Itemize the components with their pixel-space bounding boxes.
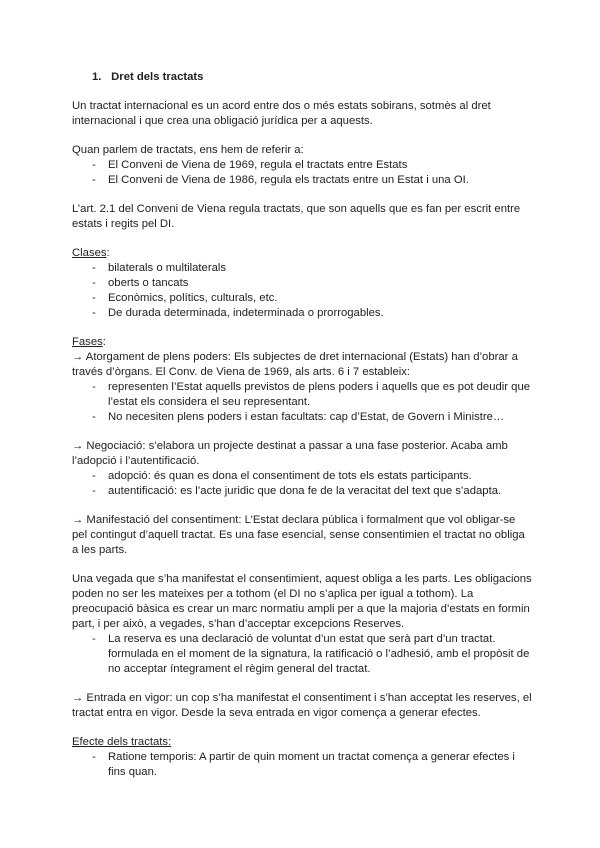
atorgament-list [72,380,532,425]
list-item: - representen l’Estat aquells previstos de plens poders i aquells que es pot deudir que l’estat els considera el seu representant. [72,380,532,410]
fases-title: Fases [72,336,103,348]
reserves-list [72,632,532,677]
list-item: - El Conveni de Viena de 1986, regula els tractats entre un Estat i una OI. [72,173,532,188]
list-item: - adopció: és quan es dona el consentiment de tots els estats participants. [72,469,532,484]
list-item: - De durada determinada, indeterminada o prorrogables. [72,306,532,321]
article-paragraph: L’art. 2.1 del Conveni de Viena regula tractats, que son aquells que es fan per escrit entre estats i regits pel DI. [72,203,521,230]
clases-suffix: : [106,247,110,259]
clases-title: Clases [72,247,107,259]
fases-suffix: : [102,336,106,348]
heading-number: 1. [92,71,102,83]
list-item: - No necesiten plens poders i estan facultats: cap d’Estat, de Govern i Ministre… [72,410,532,425]
efecte-list [72,750,532,780]
efecte-title: Efecte dels tractats: [72,736,172,748]
heading-title: Dret dels tractats [111,71,204,83]
list-item: - Ratione temporis: A partir de quin moment un tractat comença a generar efectes i fins quan. [72,750,532,780]
clases-heading [72,246,532,261]
list-item: - La reserva es una declaració de voluntat d’un estat que serà part d’un tractat. formulada en el moment de la signatura, la ratificació o l’adhesió, amb el propòsit de no acceptar íntegrament el règim general del tractat. [72,632,532,677]
reserves-paragraph: Una vegada que s’ha manifestat el consentimient, aquest obliga a les parts. Les obligacions poden no ser les mateixes per a tothom (el DI no s’aplica per igual a tothom). La preocupació bàsica es crear un marc normatiu ampli per a que la majoria d’estats en formin part, i per això, a vegades, s’han d’acceptar excepcions Reserves. [72,573,532,630]
refer-list [72,158,532,188]
manifestacio-paragraph: → Manifestació del consentiment: L’Estat declara pública i formalment que vol obligar-se pel contingut d’aquell tractat. Es una fase esencial, sense consentimien el tractat no obliga a les parts. [72,514,525,556]
list-item: - oberts o tancats [72,276,532,291]
negociacio-list [72,469,532,499]
negociacio-paragraph: → Negociació: s’elabora un projecte destinat a passar a una fase posterior. Acaba amb l’adopció i l’autentificació. [72,440,508,467]
efecte-heading [72,735,532,750]
entrada-paragraph: → Entrada en vigor: un cop s’ha manifestat el consentiment i s’han acceptat les reserves, el tractat entra en vigor. Desde la seva entrada en vigor comença a generar efectes. [72,692,532,719]
list-item: - autentificació: es l’acte juridic que dona fe de la veracitat del text que s’adapta. [72,484,532,499]
list-item: - El Conveni de Viena de 1969, regula el tractats entre Estats [72,158,532,173]
fases-heading [72,335,532,350]
document-page [72,70,532,780]
list-item: - Econòmics, polítics, culturals, etc. [72,291,532,306]
clases-list [72,261,532,321]
refer-lead: Quan parlem de tractats, ens hem de referir a: [72,144,304,156]
list-item: - bilaterals o multilaterals [72,261,532,276]
section-heading [92,70,532,85]
intro-paragraph: Un tractat internacional es un acord entre dos o més estats sobirans, sotmès al dret internacional i que crea una obligació jurídica per a aquests. [72,100,491,127]
atorgament-paragraph: → Atorgament de plens poders: Els subjectes de dret internacional (Estats) han d’obrar a través d’òrgans. El Conv. de Viena de 1969, als arts. 6 i 7 estableix: [72,351,518,378]
